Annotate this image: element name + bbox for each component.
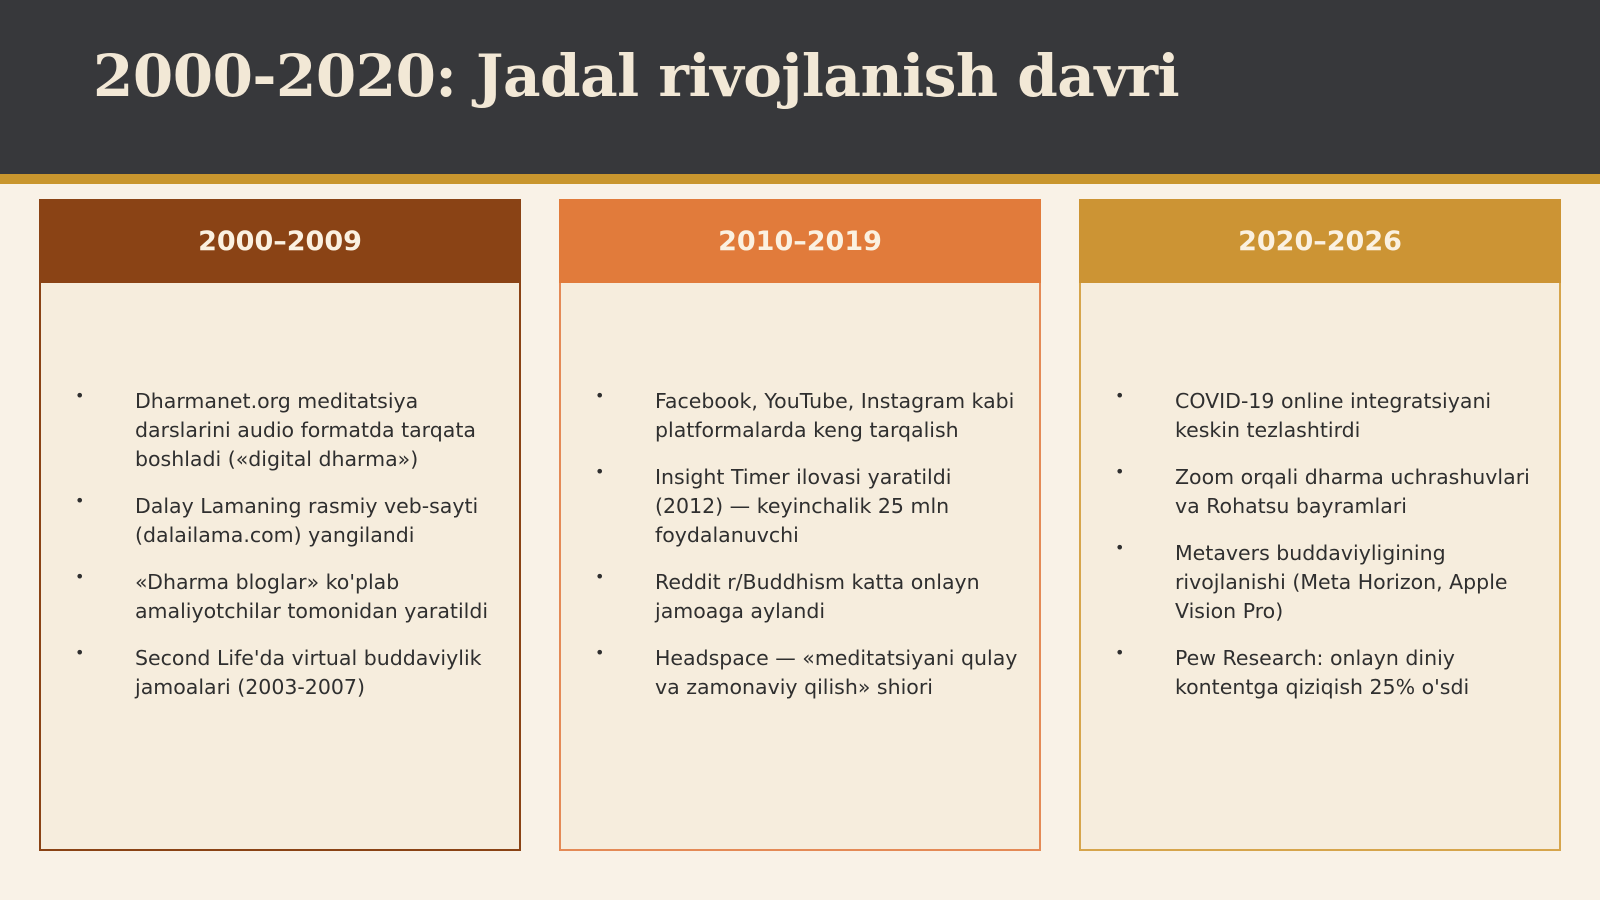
bullet-list	[1081, 387, 1559, 720]
list-item	[1081, 463, 1559, 521]
list-item-text: Dalay Lamaning rasmiy veb-sayti (dalailama.com) yangilandi	[135, 494, 479, 547]
title-bar	[0, 0, 1600, 174]
list-item-text: Second Life'da virtual buddaviylik jamoalari (2003-2007)	[135, 646, 482, 699]
list-item	[561, 568, 1039, 626]
list-item	[1081, 539, 1559, 626]
list-item-text: Pew Research: onlayn diniy kontentga qiziqish 25% o'sdi	[1175, 646, 1470, 699]
bullet-icon: •	[595, 643, 605, 662]
bullet-icon: •	[1115, 643, 1125, 662]
bullet-icon: •	[75, 643, 85, 662]
bullet-icon: •	[595, 462, 605, 481]
bullet-icon: •	[1115, 538, 1125, 557]
list-item	[561, 463, 1039, 550]
column-heading: 2020–2026	[1079, 199, 1561, 283]
bullet-list	[561, 387, 1039, 720]
list-item-text: «Dharma bloglar» ko'plab amaliyotchilar tomonidan yaratildi	[135, 570, 489, 623]
list-item-text: Facebook, YouTube, Instagram kabi platformalarda keng tarqalish	[655, 389, 1015, 442]
bullet-icon: •	[1115, 462, 1125, 481]
list-item	[41, 568, 519, 626]
list-item-text: Dharmanet.org meditatsiya darslarini audio formatda tarqata boshladi («digital dharma»)	[135, 389, 476, 471]
accent-rule	[0, 174, 1600, 184]
column-2010-2019	[559, 199, 1041, 851]
column-2020-2026	[1079, 199, 1561, 851]
bullet-icon: •	[595, 386, 605, 405]
slide-title: 2000-2020: Jadal rivojlanish davri	[93, 42, 1180, 110]
list-item-text: COVID-19 online integratsiyani keskin tezlashtirdi	[1175, 389, 1492, 442]
list-item-text: Headspace — «meditatsiyani qulay va zamonaviy qilish» shiori	[655, 646, 1018, 699]
bullet-icon: •	[1115, 386, 1125, 405]
list-item	[41, 387, 519, 474]
column-heading: 2000–2009	[39, 199, 521, 283]
list-item	[561, 387, 1039, 445]
list-item	[1081, 387, 1559, 445]
list-item	[41, 492, 519, 550]
bullet-icon: •	[595, 567, 605, 586]
list-item-text: Metavers buddaviyligining rivojlanishi (Meta Horizon, Apple Vision Pro)	[1175, 541, 1508, 623]
bullet-icon: •	[75, 386, 85, 405]
column-2000-2009	[39, 199, 521, 851]
column-heading: 2010–2019	[559, 199, 1041, 283]
list-item	[561, 644, 1039, 702]
list-item-text: Insight Timer ilovasi yaratildi (2012) — keyinchalik 25 mln foydalanuvchi	[655, 465, 952, 547]
bullet-icon: •	[75, 491, 85, 510]
bullet-list	[41, 387, 519, 720]
list-item-text: Zoom orqali dharma uchrashuvlari va Rohatsu bayramlari	[1175, 465, 1530, 518]
list-item-text: Reddit r/Buddhism katta onlayn jamoaga aylandi	[655, 570, 980, 623]
bullet-icon: •	[75, 567, 85, 586]
list-item	[41, 644, 519, 702]
list-item	[1081, 644, 1559, 702]
